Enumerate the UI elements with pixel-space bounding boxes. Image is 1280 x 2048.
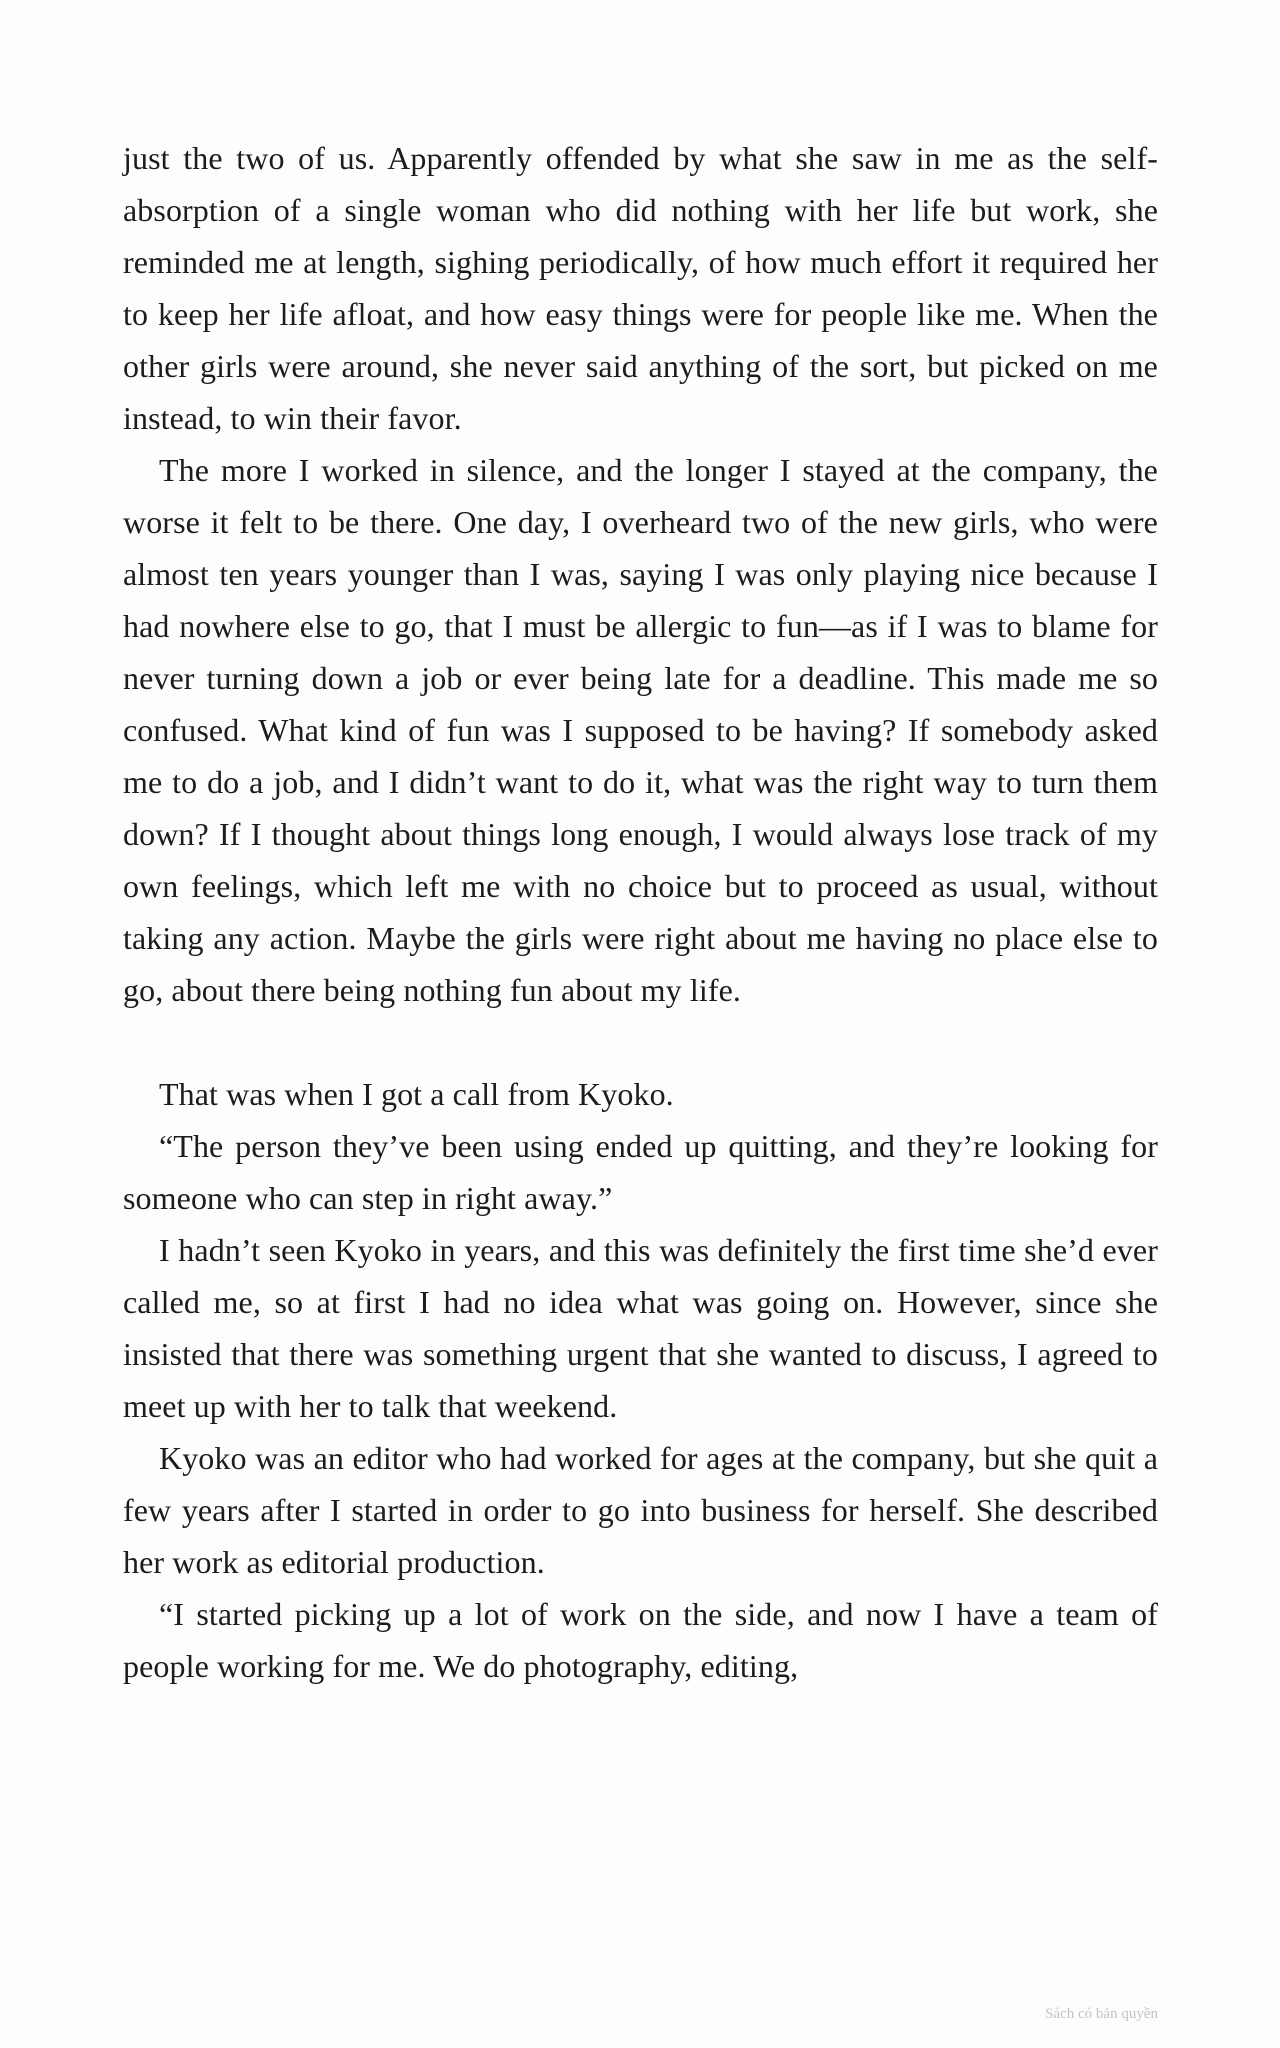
copyright-watermark: Sách có bản quyền: [1045, 2006, 1158, 2022]
paragraph: That was when I got a call from Kyoko.: [159, 1076, 674, 1112]
paragraph: just the two of us. Apparently offended by what she saw in me as the self-absorption of a single woman who did nothing with her life but work, she reminded me at length, sighing periodically, of how much effort it required her to keep her life afloat, and how easy things were for people like me. When the other girls were around, she never said anything of the sort, but picked on me instead, to win their favor.: [123, 140, 1158, 436]
page-text: [123, 132, 1158, 1692]
paragraph: “I started picking up a lot of work on the side, and now I have a team of people working for me. We do photography, editing,: [123, 1596, 1158, 1684]
paragraph: “The person they’ve been using ended up quitting, and they’re looking for someone who can step in right away.”: [123, 1128, 1158, 1216]
paragraph: Kyoko was an editor who had worked for ages at the company, but she quit a few years after I started in order to go into business for herself. She described her work as editorial production.: [123, 1440, 1158, 1580]
paragraph: The more I worked in silence, and the longer I stayed at the company, the worse it felt to be there. One day, I overheard two of the new girls, who were almost ten years younger than I was, saying I was only playing nice because I had nowhere else to go, that I must be allergic to fun—as if I was to blame for never turning down a job or ever being late for a deadline. This made me so confused. What kind of fun was I supposed to be having? If somebody asked me to do a job, and I didn’t want to do it, what was the right way to turn them down? If I thought about things long enough, I would always lose track of my own feelings, which left me with no choice but to proceed as usual, without taking any action. Maybe the girls were right about me having no place else to go, about there being nothing fun about my life.: [123, 452, 1158, 1008]
paragraph: I hadn’t seen Kyoko in years, and this was definitely the first time she’d ever called me, so at first I had no idea what was going on. However, since she insisted that there was something urgent that she wanted to discuss, I agreed to meet up with her to talk that weekend.: [123, 1232, 1158, 1424]
